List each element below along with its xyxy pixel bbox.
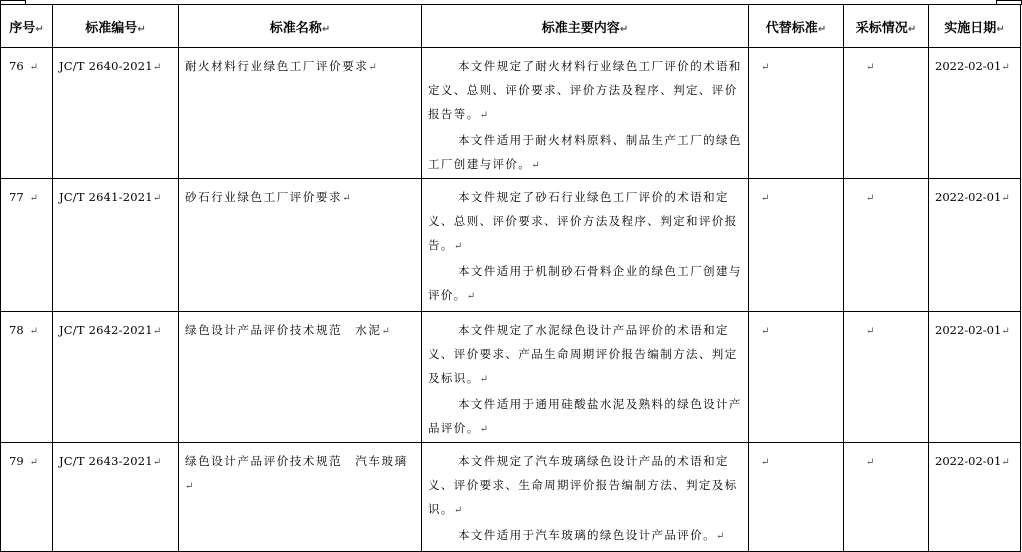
cell-name: 耐火材料行业绿色工厂评价要求↵ xyxy=(179,48,422,179)
cell-replace: ↵ xyxy=(749,312,844,443)
cell-name: 绿色设计产品评价技术规范 水泥↵ xyxy=(179,312,422,443)
cell-num: 78 ↵ xyxy=(1,312,53,443)
cell-replace: ↵ xyxy=(749,443,844,552)
cell-code: JC/T 2643-2021↵ xyxy=(53,443,179,552)
cell-code: JC/T 2640-2021↵ xyxy=(53,48,179,179)
cell-replace: ↵ xyxy=(749,179,844,312)
header-code: 标准编号↵ xyxy=(53,5,179,48)
cell-date: 2022-02-01↵ xyxy=(929,443,1021,552)
header-num: 序号↵ xyxy=(1,5,53,48)
cell-code: JC/T 2642-2021↵ xyxy=(53,312,179,443)
header-content: 标准主要内容↵ xyxy=(422,5,749,48)
cell-date: 2022-02-01↵ xyxy=(929,179,1021,312)
table-row xyxy=(1,443,1021,552)
table-row xyxy=(1,312,1021,443)
table-row xyxy=(1,48,1021,179)
cell-code: JC/T 2641-2021↵ xyxy=(53,179,179,312)
cell-content: 本文件规定了砂石行业绿色工厂评价的术语和定义、总则、评价要求、评价方法及程序、判定和评价报告。↵ 本文件适用于机制砂石骨料企业的绿色工厂创建与评价。↵ xyxy=(422,179,749,312)
header-date: 实施日期↵ xyxy=(929,5,1021,48)
cell-adopt: ↵ xyxy=(844,443,929,552)
cell-name: 绿色设计产品评价技术规范 汽车玻璃↵ xyxy=(179,443,422,552)
cell-content: 本文件规定了水泥绿色设计产品评价的术语和定义、评价要求、产品生命周期评价报告编制方法、判定及标识。↵ 本文件适用于通用硅酸盐水泥及熟料的绿色设计产品评价。↵ xyxy=(422,312,749,443)
cell-name: 砂石行业绿色工厂评价要求↵ xyxy=(179,179,422,312)
header-replace: 代替标准↵ xyxy=(749,5,844,48)
cell-num: 77 ↵ xyxy=(1,179,53,312)
header-name: 标准名称↵ xyxy=(179,5,422,48)
standards-table xyxy=(0,4,1021,552)
header-adopt: 采标情况↵ xyxy=(844,5,929,48)
cell-content: 本文件规定了耐火材料行业绿色工厂评价的术语和定义、总则、评价要求、评价方法及程序、判定、评价报告等。↵ 本文件适用于耐火材料原料、制品生产工厂的绿色工厂创建与评价。↵ xyxy=(422,48,749,179)
table-row xyxy=(1,179,1021,312)
cell-content: 本文件规定了汽车玻璃绿色设计产品的术语和定义、评价要求、生命周期评价报告编制方法、判定及标识。↵ 本文件适用于汽车玻璃的绿色设计产品评价。↵ xyxy=(422,443,749,552)
cell-adopt: ↵ xyxy=(844,179,929,312)
cell-adopt: ↵ xyxy=(844,312,929,443)
cell-replace: ↵ xyxy=(749,48,844,179)
cell-num: 79 ↵ xyxy=(1,443,53,552)
cell-adopt: ↵ xyxy=(844,48,929,179)
cell-date: 2022-02-01↵ xyxy=(929,312,1021,443)
table-header-row xyxy=(1,5,1021,48)
cell-date: 2022-02-01↵ xyxy=(929,48,1021,179)
cell-num: 76 ↵ xyxy=(1,48,53,179)
